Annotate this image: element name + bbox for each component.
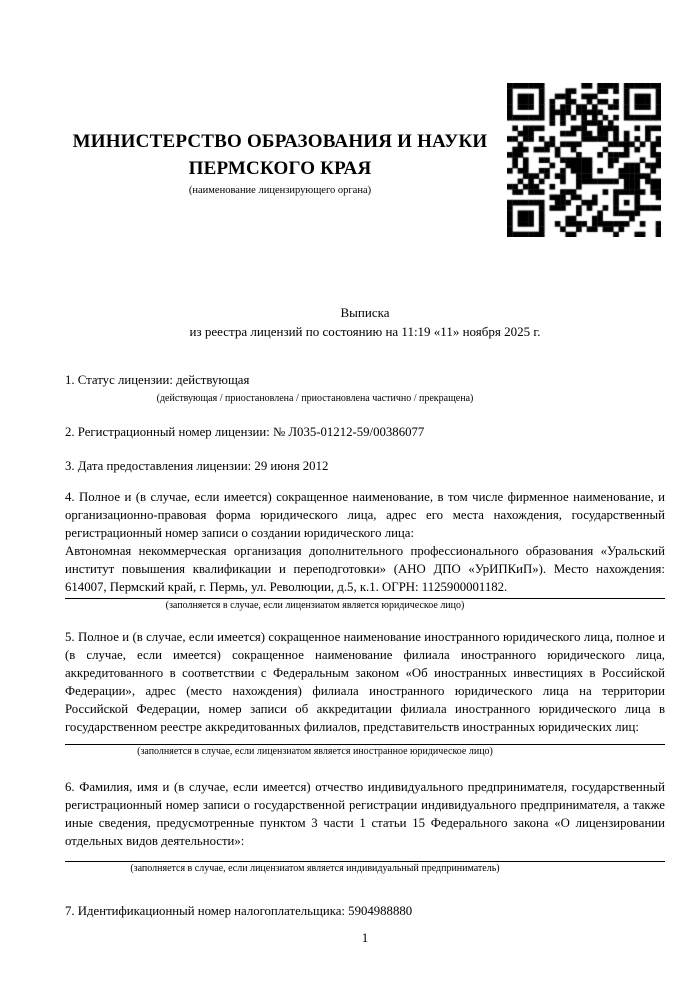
field-foreign-entity-caption: (заполняется в случае, если лицензиатом является иностранное юридическое лицо) [137, 746, 493, 757]
field-license-grant-date: 3. Дата предоставления лицензии: 29 июня 2012 [65, 459, 329, 473]
field-registration-number: 2. Регистрационный номер лицензии: № Л035-01212-59/00386077 [65, 425, 425, 439]
field-legal-entity-description: 4. Полное и (в случае, если имеется) сокращенное наименование, в том числе фирменное наименование, и организационно-правовая форма юридического лица, адрес его места нахождения, государственный регистрационный номер записи о создании юридического лица: [65, 490, 665, 540]
field-foreign-entity-description: 5. Полное и (в случае, если имеется) сокращенное наименование иностранного юридического лица, полное и (в случае, если имеется) сокращенное наименование филиала иностранного юридического лица, аккредитованного в соответствии с Федеральным законом «Об иностранных инвестициях в Российской Федерации», адрес (место нахождения) филиала иностранного юридического лица на территории Российской Федерации, номер записи об аккредитации филиала иностранного юридического лица в государственном реестре аккредитованных филиалов, представительств иностранных юридических лиц: [65, 630, 665, 734]
ministry-name-line2: ПЕРМСКОГО КРАЯ [188, 158, 372, 179]
qr-code-icon [507, 83, 661, 237]
licensing-authority-header [65, 128, 495, 197]
field-legal-entity-caption: (заполняется в случае, если лицензиатом является юридическое лицо) [165, 600, 465, 611]
document-title-line2: из реестра лицензий по состоянию на 11:19 «11» ноября 2025 г. [189, 324, 541, 339]
document-title-line1: Выписка [340, 305, 390, 320]
field-taxpayer-id: 7. Идентификационный номер налогоплательщика: 5904988880 [65, 904, 413, 918]
document-title [65, 303, 665, 341]
field-license-status: 1. Статус лицензии: действующая [65, 373, 250, 387]
ministry-name-caption: (наименование лицензирующего органа) [188, 185, 372, 196]
field-individual-entrepreneur-description: 6. Фамилия, имя и (в случае, если имеется) отчество индивидуального предпринимателя, государственный регистрационный номер записи о государственной регистрации индивидуального предпринимателя, а также иные сведения, предусмотренные пунктом 3 части 1 статьи 15 Федерального закона «О лицензировании отдельных видов деятельности»: [65, 780, 665, 848]
document-body [65, 366, 665, 920]
page-number: 1 [361, 930, 369, 945]
field-individual-entrepreneur-caption: (заполняется в случае, если лицензиатом является индивидуальный предприниматель) [130, 863, 500, 874]
ministry-name-line1: МИНИСТЕРСТВО ОБРАЗОВАНИЯ И НАУКИ [72, 131, 488, 152]
field-license-status-caption: (действующая / приостановлена / приостановлена частично / прекращена) [156, 393, 474, 404]
field-legal-entity-value: Автономная некоммерческая организация дополнительного профессионального образования «Уральский институт повышения квалификации и переподготовки» (АНО ДПО «УрИПКиП»). Место нахождения: 614007, Пермский край, г. Пермь, ул. Революции, д.5, к.1. ОГРН: 1125900001182. [65, 544, 665, 594]
